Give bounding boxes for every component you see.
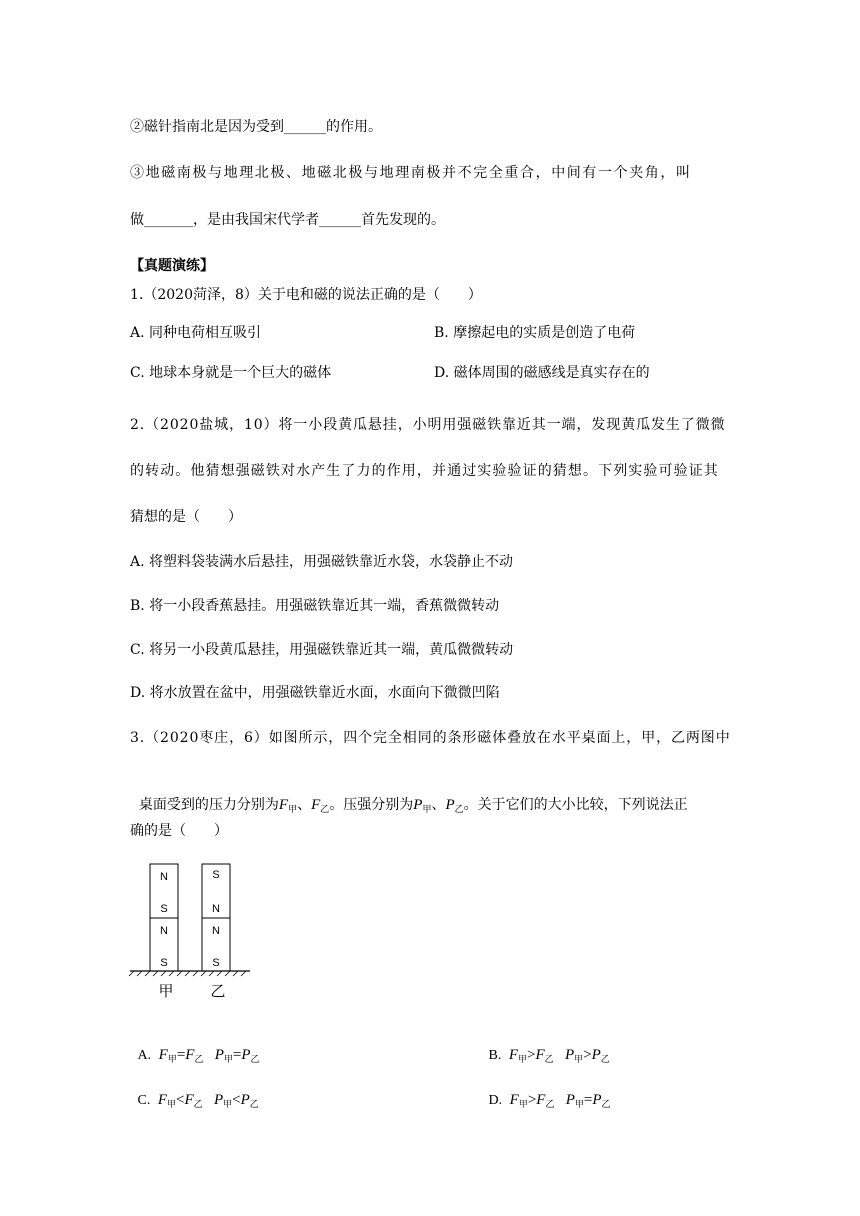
pole-yi-3: N <box>212 925 220 937</box>
pole-yi-2: N <box>212 903 220 915</box>
pole-jia-2: S <box>160 903 168 915</box>
pole-jia-3: N <box>160 925 168 937</box>
label-jia: 甲 <box>158 983 174 1000</box>
q2-stem-line1: 2.（2020盐城，10）将一小段黄瓜悬挂，小明用强磁铁靠近其一端，发现黄瓜发生了微微 <box>130 417 726 433</box>
q3-pressure-yi: $P_乙$ <box>445 797 464 814</box>
q3-stem-text-c: 。关于它们的大小比较，下列说法正 <box>463 797 688 813</box>
q3-pressure-jia: $P_甲$ <box>413 797 432 814</box>
q1-option-a: A. 同种电荷相互吸引 <box>130 325 262 341</box>
magnet-stack-svg <box>128 860 252 1000</box>
magnet-stack-figure <box>128 860 252 1000</box>
pole-yi-1: S <box>212 869 220 881</box>
q2-option-a: A. 将塑料袋装满水后悬挂，用强磁铁靠近水袋，水袋静止不动 <box>130 554 514 570</box>
section-title: 【真题演练】 <box>130 258 214 274</box>
q2-stem-line2: 的转动。他猜想强磁铁对水产生了力的作用，并通过实验验证的猜想。下列实验可验证其 <box>130 463 719 479</box>
pole-jia-4: S <box>160 957 168 969</box>
q2-option-b: B. 将一小段香蕉悬挂。用强磁铁靠近其一端，香蕉微微转动 <box>130 598 500 614</box>
q3-option-a: A. $F_甲=F_乙$ $P_甲=P_乙$ <box>137 1047 260 1064</box>
q3-force-yi: $F_乙$ <box>311 797 330 814</box>
q1-stem: 1.（2020菏泽，8）关于电和磁的说法正确的是（ ） <box>130 287 482 303</box>
q1-option-b: B. 摩擦起电的实质是创造了电荷 <box>434 325 636 341</box>
q3-option-b: B. $F_甲>F_乙$ $P_甲>P_乙$ <box>488 1047 610 1064</box>
q3-force-jia: $F_甲$ <box>278 797 298 814</box>
q3-stem-line2: 桌面受到的压力分别为$F_甲$、$F_乙$。压强分别为$P_甲$、$P_乙$。关于它们的大小比较，下列说法正 <box>138 797 688 814</box>
q1-option-d: D. 磁体周围的磁感线是真实存在的 <box>434 365 650 381</box>
q3-stem-text-b: 。压强分别为 <box>329 797 414 813</box>
intro-line-declination-2: 做_______，是由我国宋代学者______首先发现的。 <box>130 212 445 228</box>
q3-stem-line1: 3.（2020枣庄，6）如图所示，四个完全相同的条形磁体叠放在水平桌面上，甲，乙两图中 <box>130 730 731 746</box>
pole-jia-1: N <box>160 871 168 883</box>
q2-stem-line3: 猜想的是（ ） <box>130 509 242 525</box>
q2-option-c: C. 将另一小段黄瓜悬挂，用强磁铁靠近其一端，黄瓜微微转动 <box>130 642 514 658</box>
pole-yi-4: S <box>212 957 220 969</box>
q3-option-c: C. $F_甲<F_乙$ $P_甲<P_乙$ <box>137 1092 259 1109</box>
q3-stem-text-a: 桌面受到的压力分别为 <box>138 797 279 813</box>
q2-option-d: D. 将水放置在盆中，用强磁铁靠近水面，水面向下微微凹陷 <box>130 685 500 701</box>
intro-line-declination-1: ③地磁南极与地理北极、地磁北极与地理南极并不完全重合，中间有一个夹角，叫 <box>130 165 692 181</box>
q3-option-d: D. $F_甲>F_乙$ $P_甲=P_乙$ <box>488 1092 611 1109</box>
table-hatching <box>129 971 246 976</box>
intro-line-compass: ②磁针指南北是因为受到______的作用。 <box>130 119 382 135</box>
q3-stem-line3: 确的是（ ） <box>130 823 228 839</box>
label-yi: 乙 <box>210 983 226 1000</box>
q1-option-c: C. 地球本身就是一个巨大的磁体 <box>130 365 332 381</box>
